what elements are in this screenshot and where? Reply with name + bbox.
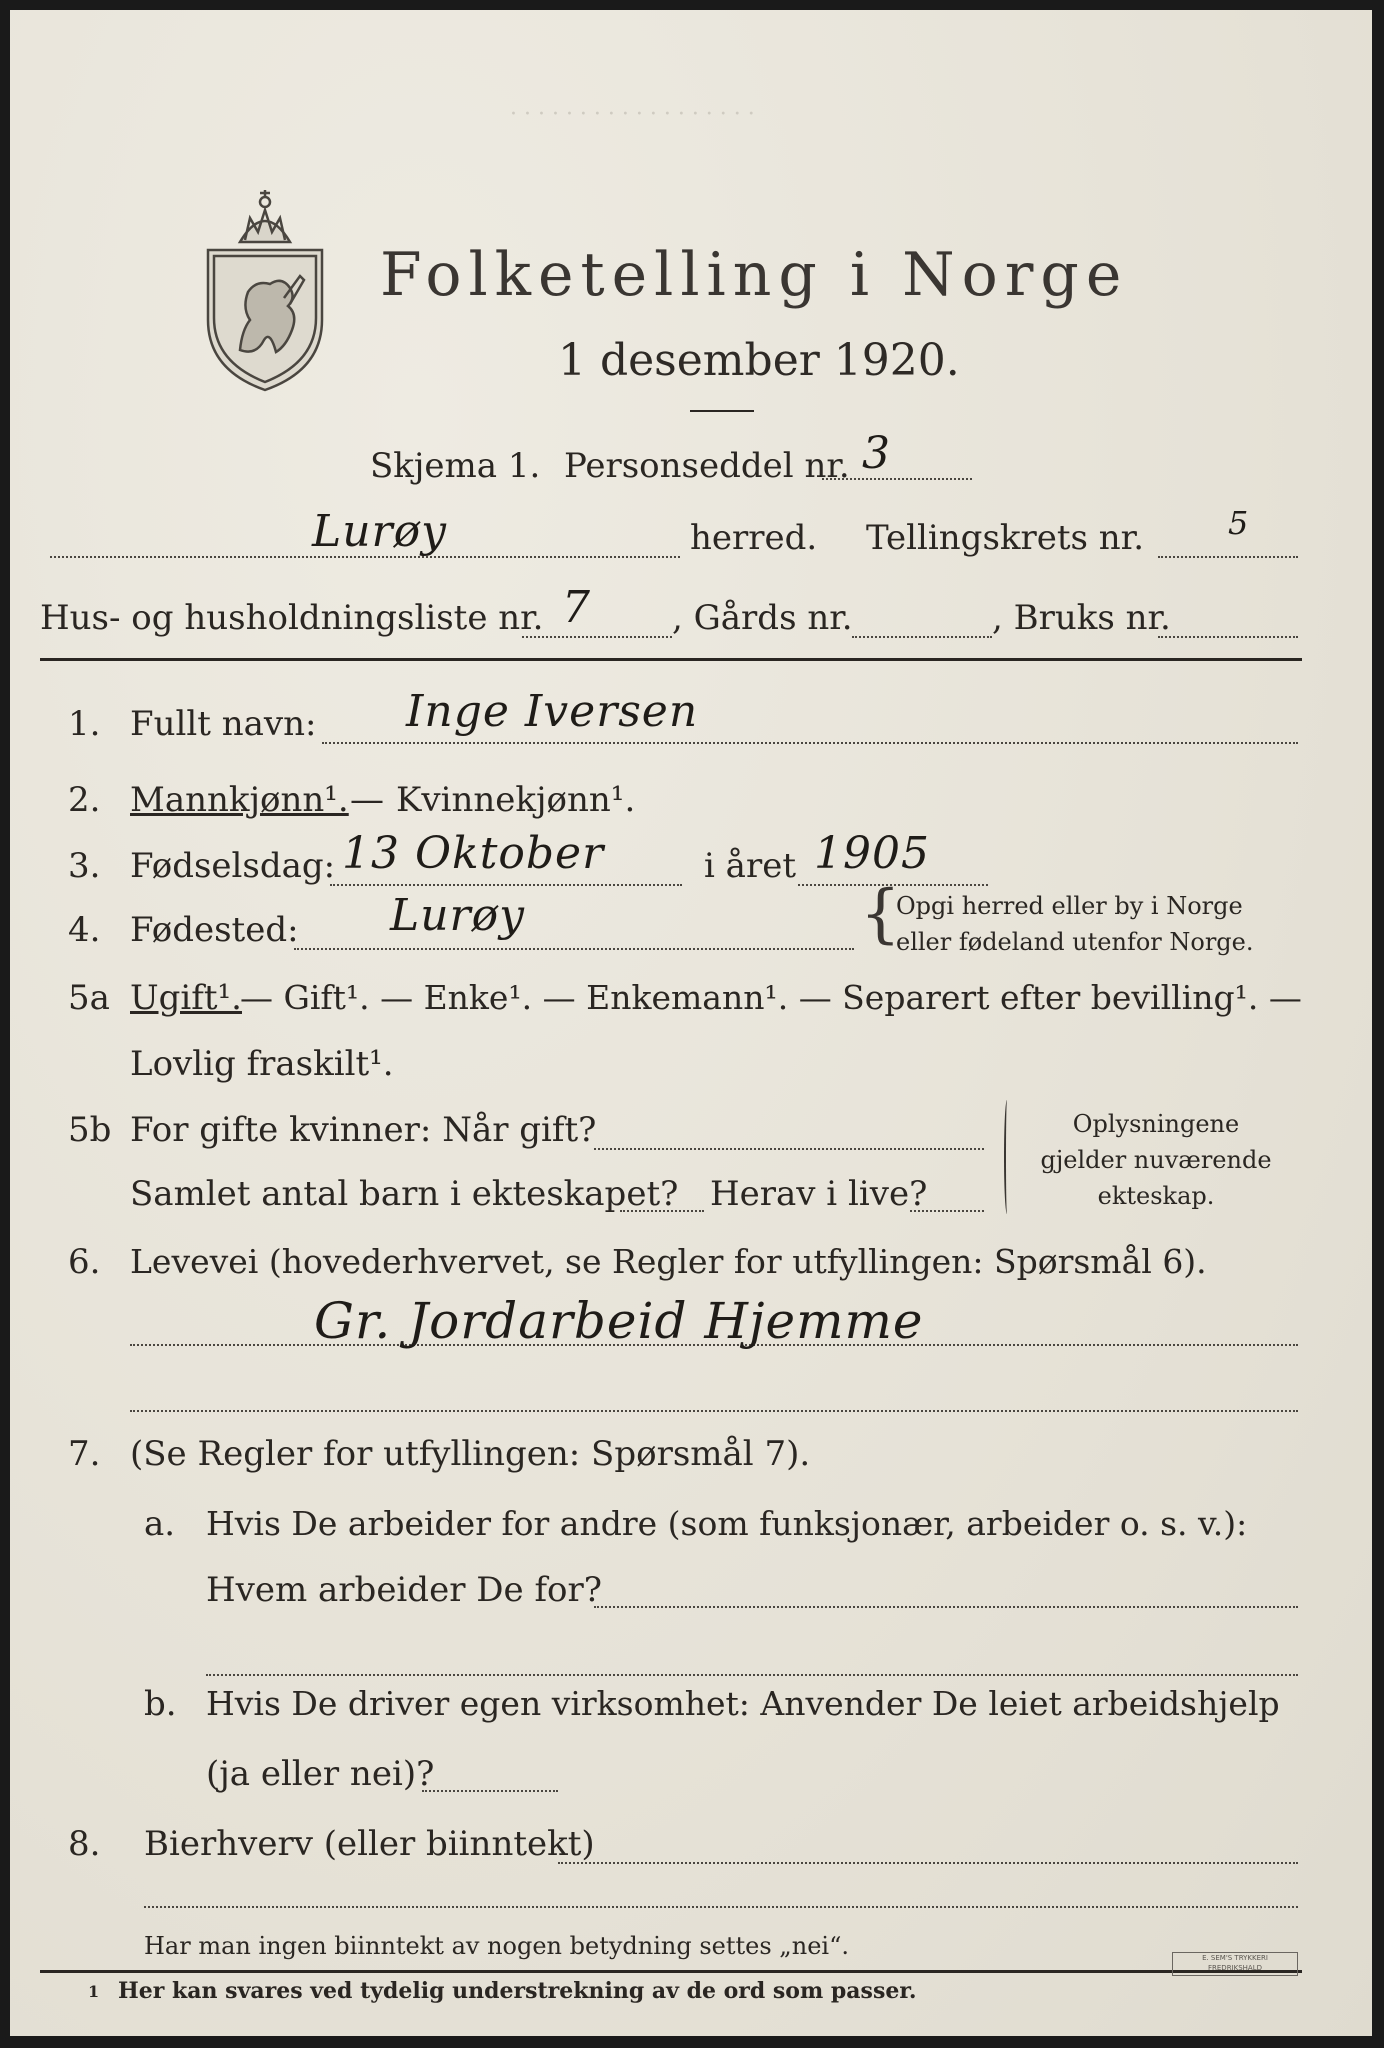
q1-number: 1. [68, 704, 101, 744]
bleed-through-text: · · · · · · · · · · · · · · · · · · [510, 102, 755, 127]
married-when-label: For gifte kvinner: Når gift? [130, 1110, 597, 1150]
children-alive-field[interactable] [910, 1210, 984, 1212]
norwegian-coat-of-arms-icon [200, 180, 330, 395]
q7b-question: (ja eller nei)? [206, 1754, 435, 1794]
employer-field[interactable] [594, 1606, 1298, 1608]
herred-label: herred. [690, 518, 818, 558]
tellingskrets-value: 5 [1228, 504, 1250, 542]
q7b-label: Hvis De driver egen virksomhet: Anvender De leiet arbeidshjelp [206, 1684, 1280, 1723]
bruks-field[interactable] [1158, 636, 1298, 638]
title-divider [690, 410, 754, 412]
footnote-text: Her kan svares ved tydelig understrekning av de ord som passer. [118, 1978, 917, 2004]
q5b-note-bracket [1004, 1100, 1010, 1214]
hired-help-field[interactable] [422, 1790, 558, 1792]
full-name-value: Inge Iversen [406, 686, 699, 737]
husliste-field[interactable] [522, 636, 672, 638]
q8-number: 8. [68, 1824, 101, 1864]
children-alive-label: Herav i live? [710, 1174, 928, 1214]
side-income-field-extra[interactable] [144, 1906, 1298, 1908]
personseddel-value: 3 [862, 428, 891, 479]
q7a-number: a. [144, 1504, 176, 1544]
q4-number: 4. [68, 910, 101, 950]
q2-number: 2. [68, 780, 101, 820]
gards-field[interactable] [852, 636, 992, 638]
birth-year-value: 1905 [814, 828, 930, 879]
side-income-field[interactable] [558, 1862, 1298, 1864]
footer-note: Har man ingen biinntekt av nogen betydning settes „nei“. [144, 1932, 849, 1960]
census-form-sheet [10, 10, 1372, 2036]
q4-note-line1: Opgi herred eller by i Norge [896, 892, 1243, 920]
q1-label: Fullt navn: [130, 704, 317, 744]
q5b-note-line1: Oplysningene [1072, 1110, 1240, 1138]
female-option[interactable]: Kvinnekjønn¹. [396, 780, 636, 820]
footer-divider [40, 1970, 1302, 1973]
q6-number: 6. [68, 1242, 101, 1282]
personseddel-label: Personseddel nr. [564, 446, 850, 486]
tellingskrets-field[interactable] [1158, 556, 1298, 558]
year-label: i året [704, 846, 796, 886]
birthplace-field[interactable] [294, 948, 854, 950]
birthdate-field[interactable] [330, 884, 682, 886]
personseddel-field[interactable] [822, 478, 972, 480]
occupation-field-extra[interactable] [130, 1410, 1298, 1412]
q5b-note-line3: ekteskap. [1097, 1182, 1215, 1210]
marital-options[interactable]: — Gift¹. — Enke¹. — Enkemann¹. — Separert efter bevilling¹. — [240, 978, 1302, 1017]
children-count-field[interactable] [620, 1210, 704, 1212]
q7-label: (Se Regler for utfyllingen: Spørsmål 7). [130, 1434, 811, 1474]
q4-note-brace: { [860, 877, 901, 951]
q7-number: 7. [68, 1434, 101, 1474]
gender-separator: — [350, 780, 384, 820]
gards-label: , Gårds nr. [672, 598, 853, 638]
q4-label: Fødested: [130, 910, 299, 950]
form-subtitle: 1 desember 1920. [558, 335, 960, 386]
q3-label: Fødselsdag: [130, 846, 336, 886]
tellingskrets-label: Tellingskrets nr. [866, 518, 1145, 558]
ugift-option[interactable]: Ugift¹. [130, 978, 242, 1018]
q5b-note-line2: gjelder nuværende [1040, 1146, 1272, 1174]
header-divider [40, 658, 1302, 661]
footnote-number: 1 [88, 1982, 100, 2001]
q7a-label: Hvis De arbeider for andre (som funksjonær, arbeider o. s. v.): [206, 1504, 1248, 1543]
husliste-label: Hus- og husholdningsliste nr. [40, 598, 544, 638]
q8-label: Bierhverv (eller biinntekt) [144, 1824, 595, 1864]
q6-label: Levevei (hovederhvervet, se Regler for utfyllingen: Spørsmål 6). [130, 1242, 1207, 1281]
form-title: Folketelling i Norge [380, 240, 1129, 310]
q5a-number: 5a [68, 978, 110, 1018]
q7b-number: b. [144, 1684, 177, 1724]
birthplace-value: Lurøy [390, 890, 525, 941]
skjema-label: Skjema 1. [370, 446, 541, 486]
full-name-field[interactable] [322, 742, 1298, 744]
q4-note-line2: eller fødeland utenfor Norge. [896, 928, 1254, 956]
q3-number: 3. [68, 846, 101, 886]
birthdate-value: 13 Oktober [342, 828, 605, 879]
printer-stamp: E. SEM'S TRYKKERI FREDRIKSHALD [1172, 1952, 1298, 1976]
herred-value: Lurøy [312, 506, 447, 557]
occupation-value: Gr. Jordarbeid Hjemme [314, 1292, 924, 1350]
q5b-number: 5b [68, 1110, 112, 1150]
fraskilt-option[interactable]: Lovlig fraskilt¹. [130, 1044, 394, 1084]
husliste-value: 7 [562, 582, 591, 633]
q7a-question: Hvem arbeider De for? [206, 1570, 602, 1610]
male-option[interactable]: Mannkjønn¹. [130, 780, 349, 820]
bruks-label: , Bruks nr. [992, 598, 1171, 638]
employer-field-extra[interactable] [206, 1674, 1298, 1676]
married-when-field[interactable] [594, 1148, 984, 1150]
children-count-label: Samlet antal barn i ekteskapet? [130, 1174, 679, 1214]
